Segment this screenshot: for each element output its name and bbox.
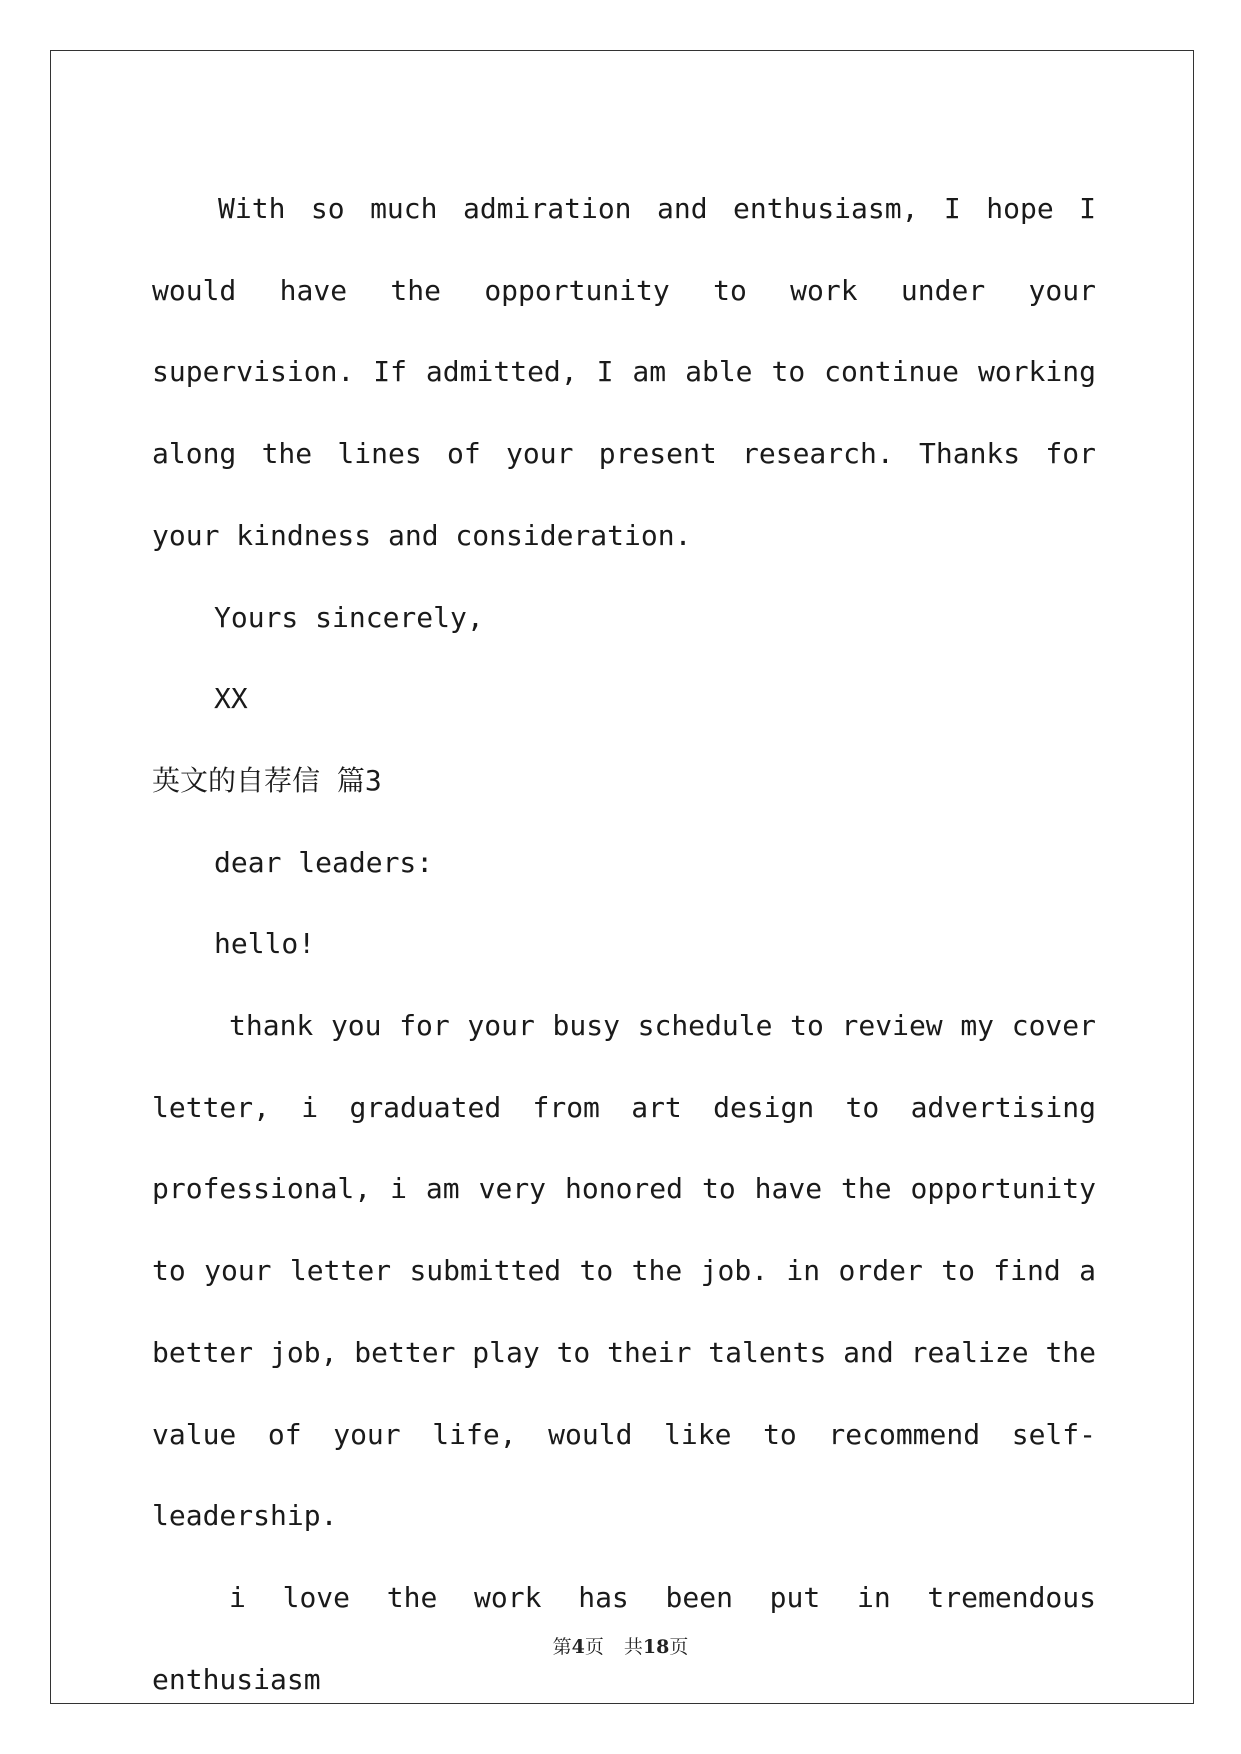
footer-total-prefix: 共 [623,1636,643,1658]
footer-total-pages: 18 [642,1636,670,1658]
body-paragraph: i love the work has been put in tremendous enthusiasm [152,1580,1096,1696]
document-body [152,168,1096,1720]
salutation: dear leaders: [214,845,434,879]
page-footer [0,1632,1241,1659]
letter-signature: XX [214,682,248,716]
body-paragraph: thank you for your busy schedule to review my cover letter, i graduated from art design to advertising professional, i am very honored to have the opportunity to your letter submitted to the job. in order to find a better job, better play to their talents and realize the value of your life, would like to recommend self-leadership. [152,1009,1097,1533]
footer-prefix: 第 [552,1636,572,1658]
greeting: hello! [214,927,316,961]
footer-page-number: 4 [571,1636,585,1658]
footer-total-suffix: 页 [669,1636,689,1658]
section-heading: 英文的自荐信 篇3 [152,763,382,797]
letter-closing: Yours sincerely, [214,600,484,634]
footer-page-suffix: 页 [584,1636,604,1658]
letter-paragraph: With so much admiration and enthusiasm, I hope I would have the opportunity to work under your supervision. If admitted, I am able to continue working along the lines of your present research. Thanks for your kindness and consideration. [152,192,1096,552]
